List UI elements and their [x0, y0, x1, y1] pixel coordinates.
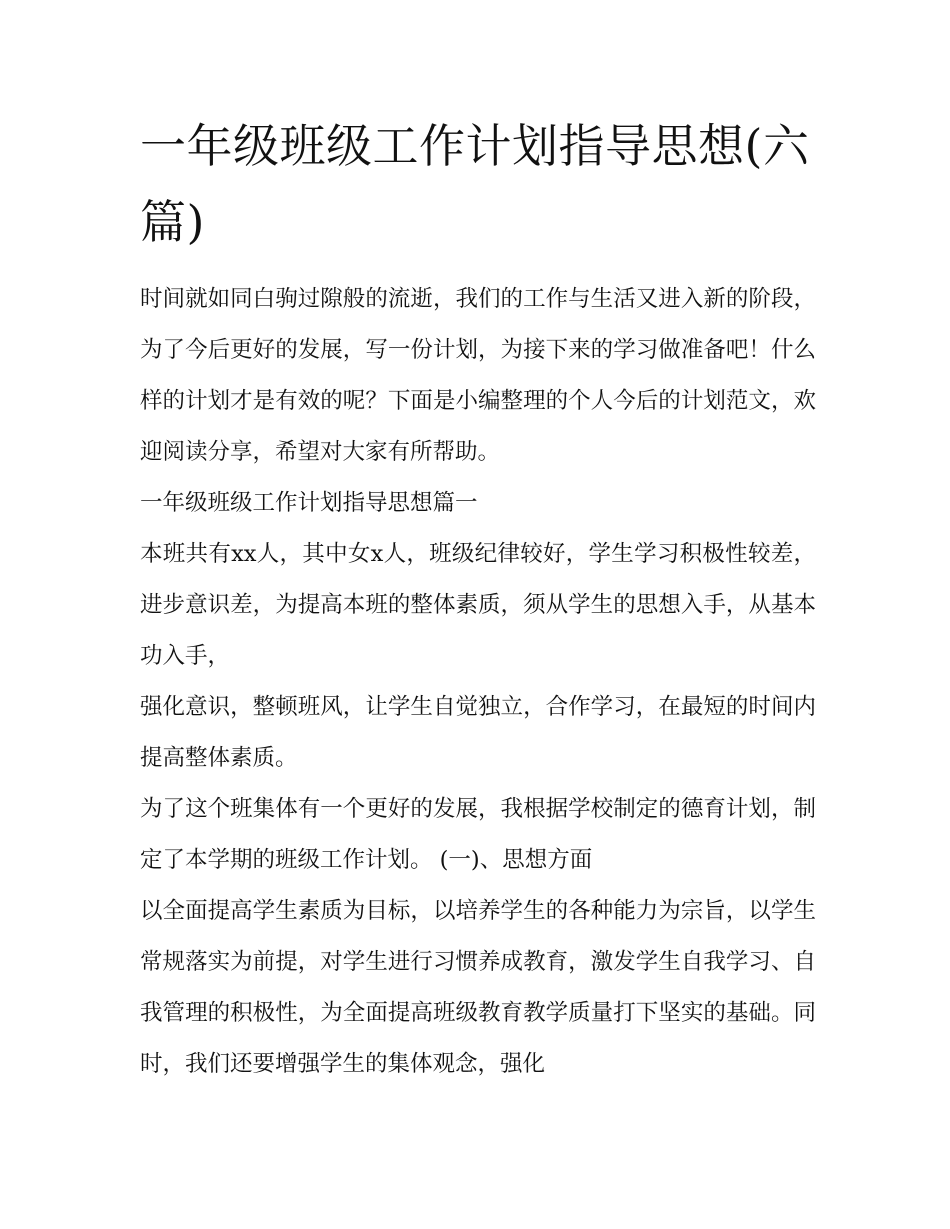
- strengthen-paragraph: 强化意识，整顿班风，让学生自觉独立，合作学习，在最短的时间内提高整体素质。: [140, 694, 816, 771]
- section-heading-1: 一年级班级工作计划指导思想篇一: [140, 490, 478, 516]
- plan-intro-paragraph: 为了这个班集体有一个更好的发展，我根据学校制定的德育计划，制定了本学期的班级工作计划。 (一)、思想方面: [140, 796, 816, 873]
- class-overview-paragraph: 本班共有xx人，其中女x人，班级纪律较好，学生学习积极性较差，进步意识差，为提高本班的整体素质，须从学生的思想入手，从基本功入手，: [140, 541, 816, 669]
- thought-aspect-paragraph: 以全面提高学生素质为目标，以培养学生的各种能力为宗旨，以学生常规落实为前提，对学生进行习惯养成教育，激发学生自我学习、自我管理的积极性，为全面提高班级教育教学质量打下坚实的基础。同时，我们还要增强学生的集体观念，强化: [140, 898, 816, 1077]
- document-body: [140, 274, 816, 1090]
- document-title: 一年级班级工作计划指导思想(六篇): [140, 119, 810, 249]
- intro-paragraph: 时间就如同白驹过隙般的流逝，我们的工作与生活又进入新的阶段，为了今后更好的发展，写一份计划，为接下来的学习做准备吧！什么样的计划才是有效的呢？下面是小编整理的个人今后的计划范文，欢迎阅读分享，希望对大家有所帮助。: [140, 286, 816, 465]
